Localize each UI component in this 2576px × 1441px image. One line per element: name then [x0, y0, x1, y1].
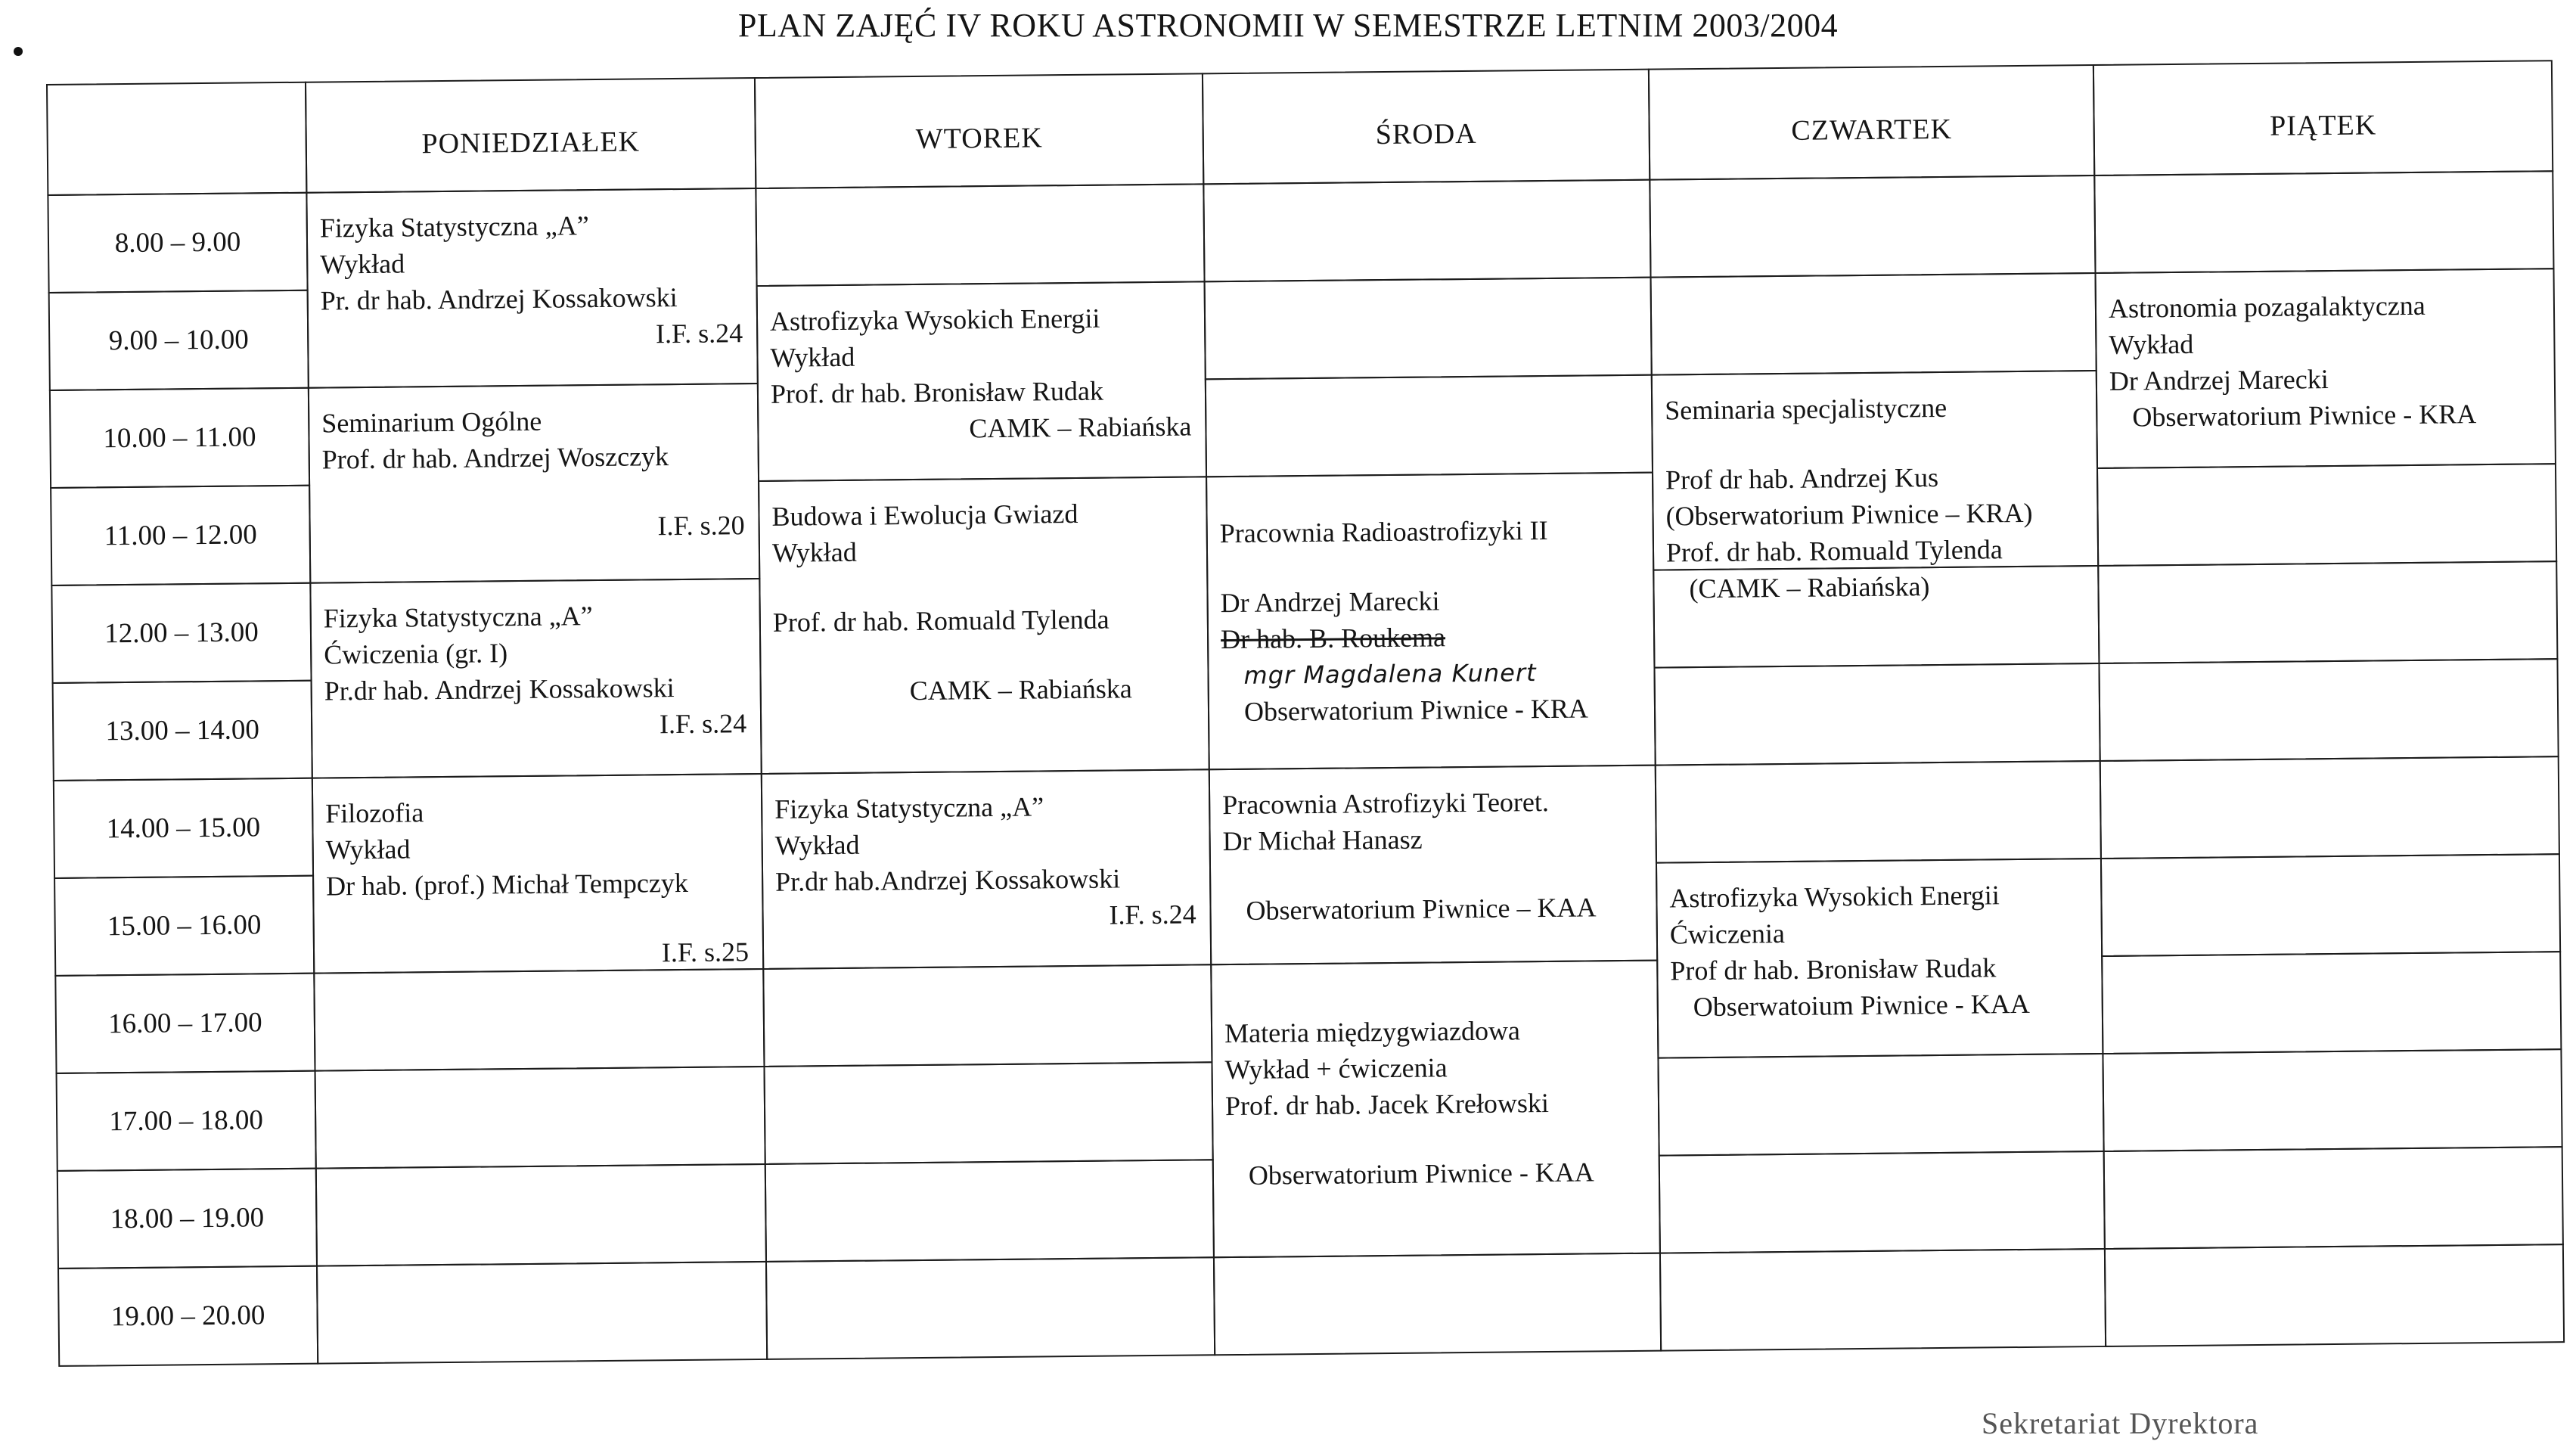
- class-line: Wykład: [774, 829, 860, 861]
- empty-slot: [755, 183, 1205, 287]
- day-header: ŚRODA: [1202, 69, 1650, 185]
- empty-slot: [2103, 1146, 2564, 1250]
- class-line: Pracownia Astrofizyki Teoret.: [1222, 786, 1550, 821]
- time-slot: 15.00 – 16.00: [54, 875, 315, 977]
- class-line: Prof. dr hab. Romuald Tylenda: [772, 604, 1110, 638]
- empty-slot: [2100, 756, 2560, 859]
- class-line: Dr Andrzej Marecki: [1220, 585, 1440, 619]
- empty-slot: [1659, 1248, 2106, 1352]
- time-slot: 10.00 – 11.00: [49, 387, 310, 489]
- empty-slot: [2102, 1048, 2562, 1152]
- class-line: Pr.dr hab. Andrzej Kossakowski: [324, 672, 675, 707]
- class-line: Dr Michał Hanasz: [1222, 824, 1423, 857]
- empty-slot: [1657, 1053, 2104, 1157]
- empty-slot: [765, 1159, 1215, 1262]
- class-line: Wykład: [2109, 328, 2194, 360]
- empty-slot: [1205, 374, 1653, 478]
- class-block: [306, 188, 758, 389]
- class-line: Fizyka Statystyczna „A”: [323, 601, 593, 634]
- class-block: [308, 383, 760, 584]
- empty-slot: [1650, 272, 2097, 376]
- day-header: PIĄTEK: [2093, 60, 2553, 176]
- time-slot: 16.00 – 17.00: [54, 973, 315, 1074]
- class-line: (CAMK – Rabiańska): [1689, 571, 1930, 604]
- class-line: I.F. s.20: [657, 510, 745, 542]
- empty-slot: [1213, 1253, 1662, 1356]
- time-slot: 18.00 – 19.00: [57, 1168, 318, 1269]
- class-line: CAMK – Rabiańska: [969, 411, 1192, 444]
- class-line: Prof dr hab. Andrzej Kus: [1665, 462, 1939, 495]
- handwritten-correction: mgr Magdalena Kunert: [1243, 658, 1537, 690]
- class-line: I.F. s.24: [1109, 899, 1196, 930]
- scan-speck: [14, 47, 23, 56]
- empty-slot: [1655, 760, 2102, 864]
- empty-slot: [2097, 561, 2558, 664]
- time-slot: 17.00 – 18.00: [56, 1070, 317, 1172]
- empty-slot: [316, 1261, 768, 1365]
- empty-slot: [315, 1066, 766, 1169]
- day-header: CZWARTEK: [1648, 64, 2095, 181]
- class-line: Seminaria specjalistyczne: [1665, 392, 1948, 426]
- empty-slot: [2093, 170, 2554, 274]
- time-slot: 11.00 – 12.00: [50, 485, 311, 586]
- time-slot: 14.00 – 15.00: [53, 778, 314, 879]
- empty-slot: [2101, 951, 2562, 1054]
- time-slot: 12.00 – 13.00: [51, 582, 312, 684]
- class-line: Ćwiczenia (gr. I): [324, 638, 508, 670]
- class-line: Astrofizyka Wysokich Energii: [769, 303, 1100, 337]
- class-line: Astrofizyka Wysokich Energii: [1669, 880, 2000, 914]
- class-block: [1210, 960, 1661, 1259]
- empty-slot: [313, 968, 765, 1072]
- class-line: (Obserwatorium Piwnice – KRA): [1665, 497, 2033, 532]
- class-line: Pr.dr hab.Andrzej Kossakowski: [774, 863, 1121, 897]
- empty-slot: [765, 1256, 1215, 1360]
- day-header: WTOREK: [754, 73, 1204, 189]
- empty-slot: [1203, 179, 1651, 283]
- empty-slot: [763, 1061, 1213, 1165]
- class-block: [1206, 472, 1656, 771]
- empty-slot: [315, 1163, 767, 1267]
- class-line: Prof dr hab. Bronisław Rudak: [1670, 952, 1997, 986]
- time-slot: 8.00 – 9.00: [47, 192, 308, 293]
- class-line: Wykład: [320, 248, 405, 280]
- class-block: [2095, 268, 2556, 469]
- header-corner-cell: [46, 82, 307, 196]
- class-line: Prof. dr hab. Andrzej Woszczyk: [321, 441, 669, 475]
- class-line: Prof. dr hab. Jacek Krełowski: [1224, 1087, 1550, 1122]
- class-block: [758, 476, 1210, 775]
- class-block: [1651, 370, 2099, 604]
- class-block: [1656, 858, 2103, 1059]
- class-line: Ćwiczenia: [1669, 918, 1786, 950]
- empty-slot: [2096, 463, 2557, 567]
- struck-text: Dr hab. B. Roukema: [1220, 622, 1446, 655]
- class-line: Filozofia: [325, 797, 424, 829]
- class-line: Wykład: [325, 834, 411, 865]
- class-line: Obserwatorium Piwnice - KRA: [1243, 693, 1589, 727]
- footer-text: Sekretariat Dyrektora: [1982, 1406, 2259, 1440]
- class-line: Wykład + ćwiczenia: [1224, 1052, 1448, 1085]
- time-slot: 13.00 – 14.00: [52, 680, 313, 781]
- class-block: [761, 769, 1212, 970]
- time-slot: 9.00 – 10.00: [48, 290, 309, 391]
- empty-slot: [2098, 658, 2559, 762]
- day-header: PONIEDZIAŁEK: [305, 77, 756, 194]
- class-line: Pracownia Radioastrofizyki II: [1219, 514, 1548, 549]
- class-line: Prof. dr hab. Bronisław Rudak: [770, 375, 1104, 409]
- class-line: Obserwatorium Piwnice - KRA: [2132, 399, 2477, 433]
- empty-slot: [1204, 277, 1653, 380]
- class-line: Fizyka Statystyczna „A”: [319, 210, 589, 244]
- empty-slot: [1653, 565, 2100, 669]
- class-line: Fizyka Statystyczna „A”: [774, 791, 1044, 825]
- class-line: Dr Andrzej Marecki: [2109, 364, 2329, 396]
- class-block: [309, 578, 762, 779]
- class-line: Materia międzygwiazdowa: [1224, 1015, 1521, 1049]
- class-line: CAMK – Rabiańska: [909, 673, 1132, 707]
- class-line: I.F. s.25: [661, 936, 750, 968]
- empty-slot: [2100, 853, 2561, 957]
- class-line: Seminarium Ogólne: [321, 405, 542, 439]
- class-line: Wykład: [770, 341, 855, 373]
- class-line: Prof. dr hab. Romuald Tylenda: [1665, 534, 2003, 568]
- timetable-grid: [47, 61, 2565, 1408]
- empty-slot: [1649, 175, 2096, 278]
- class-line: I.F. s.24: [655, 318, 743, 349]
- class-line: Pr. dr hab. Andrzej Kossakowski: [320, 282, 678, 316]
- class-line: Dr hab. (prof.) Michał Tempczyk: [325, 867, 689, 902]
- class-line: Budowa i Ewolucja Gwiazd: [771, 498, 1079, 532]
- class-line: Obserwatorium Piwnice – KAA: [1246, 892, 1597, 926]
- class-line: I.F. s.24: [659, 708, 747, 740]
- class-block: [312, 773, 764, 974]
- class-line: Wykład: [771, 536, 857, 568]
- class-line: Obserwatoium Piwnice - KAA: [1693, 988, 2030, 1023]
- class-block: [1209, 765, 1658, 966]
- empty-slot: [762, 964, 1212, 1067]
- empty-slot: [1659, 1151, 2106, 1254]
- time-slot: 19.00 – 20.00: [57, 1266, 318, 1367]
- class-line: Obserwatorium Piwnice - KAA: [1248, 1157, 1595, 1191]
- class-block: [756, 281, 1207, 482]
- empty-slot: [2104, 1244, 2565, 1347]
- empty-slot: [1653, 663, 2100, 766]
- class-line: Astronomia pozagalaktyczna: [2108, 290, 2425, 324]
- page-title: PLAN ZAJĘĆ IV ROKU ASTRONOMII W SEMESTRZE LETNIM 2003/2004: [737, 7, 1839, 44]
